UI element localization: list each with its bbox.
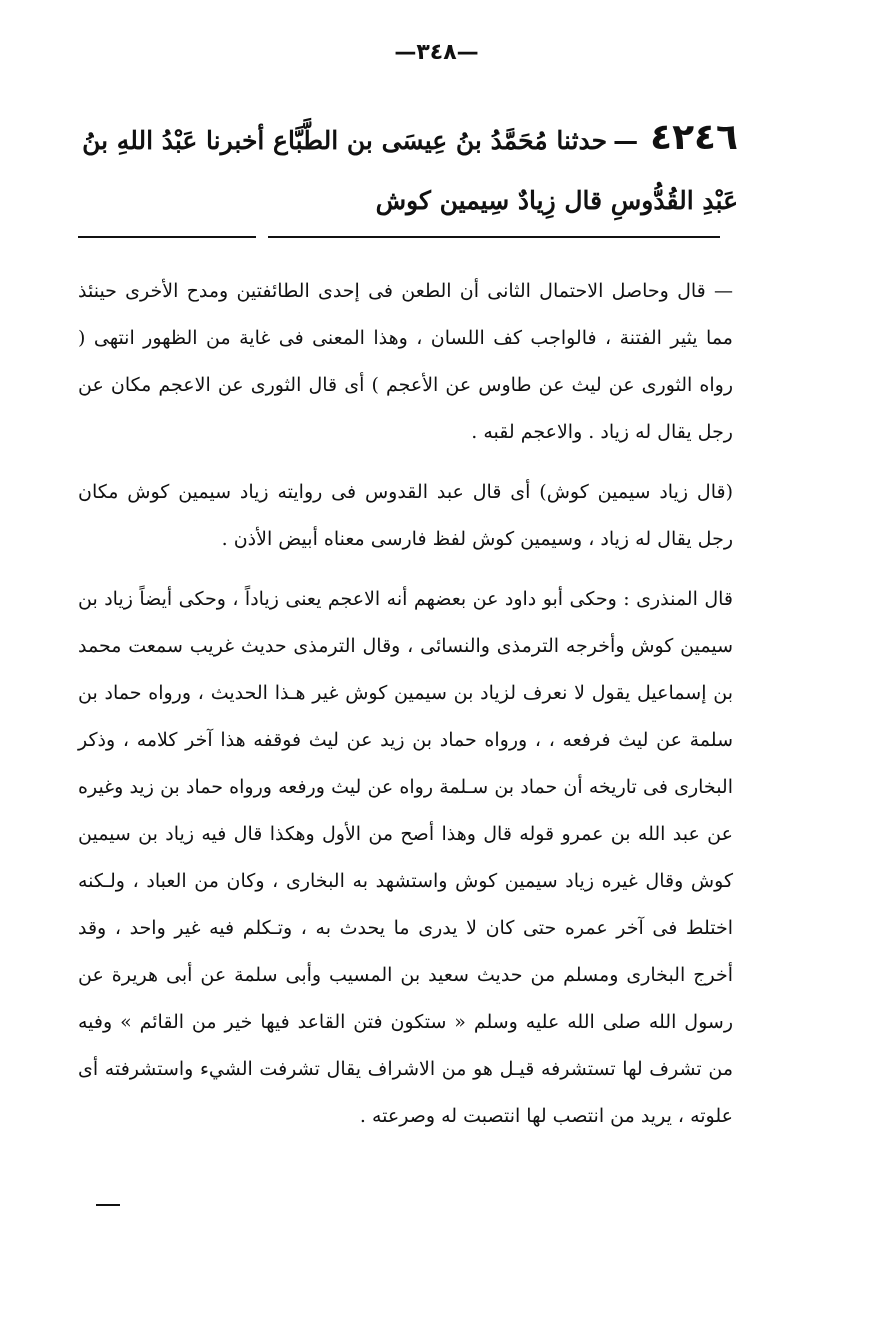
commentary-section	[78, 268, 733, 1140]
end-dash	[96, 1204, 120, 1206]
commentary-paragraph-2: (قال زياد سيمين كوش) أى قال عبد القدوس فى روايته زياد سيمين كوش مكان رجل يقال له زياد ، وسيمين كوش لفظ فارسى معناه أبيض الأذن .	[78, 481, 733, 550]
commentary-paragraph-3: قال المنذرى : وحكى أبو داود عن بعضهم أنه الاعجم يعنى زياداً ، وحكى أيضاً زياد بن سيمين كوش وأخرجه الترمذى والنسائى ، وقال الترمذى حديث غريب سمعت محمد بن إسماعيل يقول لا نعرف لزياد بن سيمين كوش غير هـذا الحديث ، ورواه حماد بن سلمة عن ليث فرفعه ، ، ورواه حماد بن زيد عن ليث فوقفه هذا آخر كلامه ، وذكر البخارى فى تاريخه أن حماد بن سـلمة رواه عن ليث ورفعه ورواه حماد بن زيد وغيره عن عبد الله بن عمرو قوله قال وهذا أصح من الأول وهكذا قال فيه زياد بن سيمين كوش وقال غيره زياد سيمين كوش واستشهد به البخارى ، وكان من العباد ، ولـكنه اختلط فى آخر عمره حتى كان لا يدرى ما يحدث به ، وتـكلم فيه غير واحد ، وقد أخرج البخارى ومسلم من حديث سعيد بن المسيب وأبى سلمة عن أبى هريرة عن رسول الله صلى الله عليه وسلم « ستكون فتن القاعد فيها خير من القائم » وفيه من تشرف لها تستشرفه قيـل هو من الاشراف يقال تشرفت الشيء واستشرفته أى علوته ، يريد من انتصب لها انتصبت له وصرعته .	[78, 588, 733, 1127]
hadith-dash: —	[613, 126, 639, 155]
hadith-block	[78, 108, 738, 231]
page-number: —٣٤٨—	[394, 40, 479, 65]
separator-line-right	[268, 236, 720, 238]
commentary-paragraph-1: — قال وحاصل الاحتمال الثانى أن الطعن فى إحدى الطائفتين ومدح الأخرى حينئذ مما يثير الفتنة ، فالواجب كف اللسان ، وهذا المعنى فى غاية من الظهور انتهى ( رواه الثورى عن ليث عن طاوس عن الأعجم ) أى قال الثورى عن الاعجم مكان عن رجل يقال له زياد . والاعجم لقبه .	[78, 280, 733, 443]
hadith-number: ٤٢٤٦	[650, 117, 738, 158]
separator-line-left	[78, 236, 256, 238]
hadith-text: حدثنا مُحَمَّدُ بنُ عِيسَى بن الطَّبَّاع أخبرنا عَبْدُ اللهِ بنُ عَبْدِ القُدُّوسِ قال زِيادٌ سِيمين كوش	[82, 126, 738, 215]
